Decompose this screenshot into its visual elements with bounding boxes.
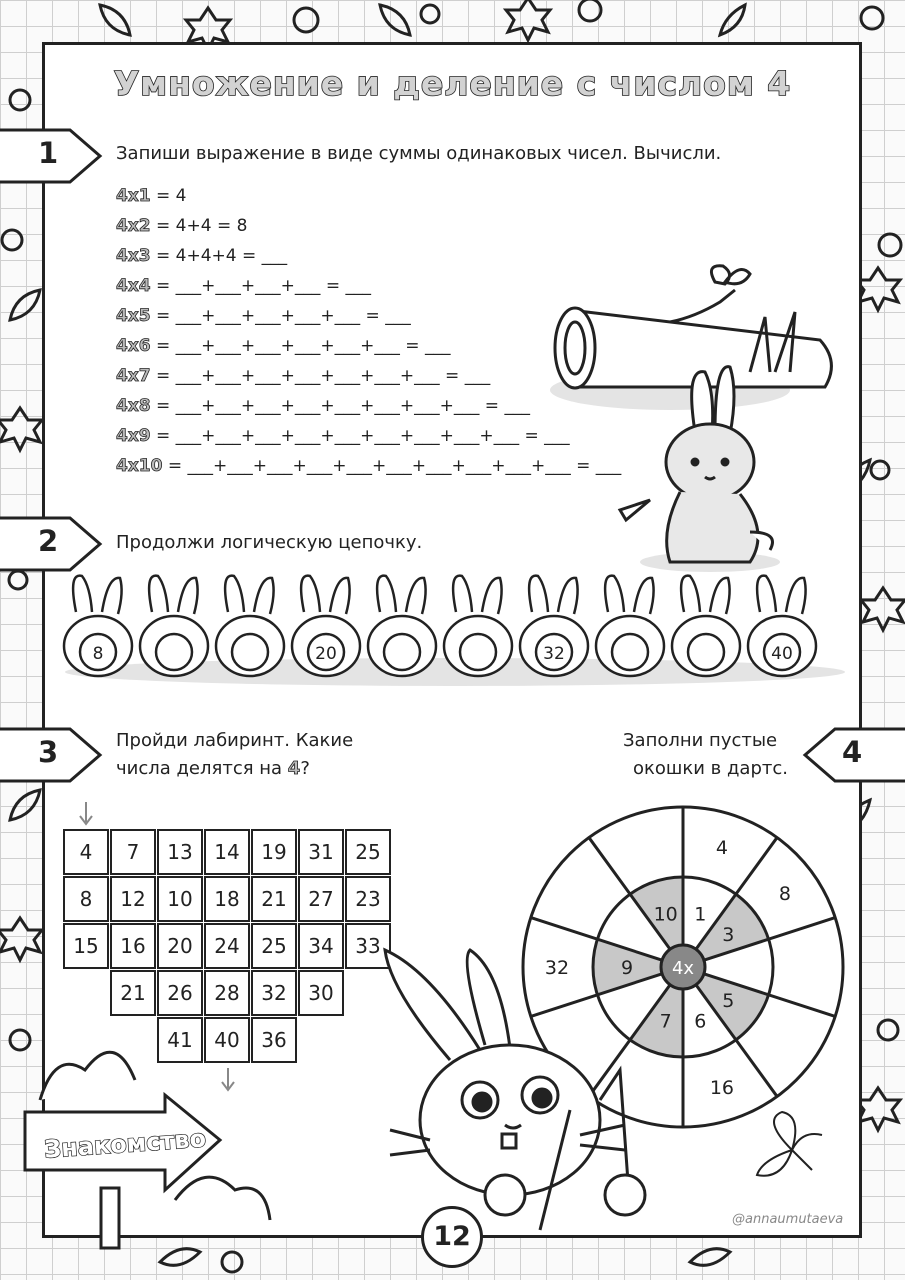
- task-2-instruction: Продолжи логическую цепочку.: [116, 532, 423, 553]
- task-3-number: 3: [38, 735, 59, 769]
- maze-cell[interactable]: 32: [251, 970, 297, 1016]
- equation-expression: 4x4: [116, 276, 151, 296]
- chain-bunny[interactable]: [216, 576, 284, 676]
- darts-outer-number: 32: [544, 957, 570, 979]
- chain-number: 8: [92, 644, 104, 664]
- darts-outer-number: 8: [778, 882, 791, 905]
- darts-inner-number: 10: [653, 903, 678, 926]
- darts-inner-number: 1: [694, 903, 707, 926]
- chain-number-circle: [232, 634, 268, 670]
- equation-sum: = ___+___+___+___+___+___+___+___+___ = ___: [150, 426, 570, 446]
- task-1-instruction: Запиши выражение в виде суммы одинаковых чисел. Вычисли.: [116, 143, 722, 164]
- equation-sum: = 4+4+4 = ___: [150, 246, 288, 266]
- signpost-label: Знакомство: [43, 1124, 207, 1164]
- darts-inner-number: 6: [694, 1010, 707, 1033]
- equation-row[interactable]: [116, 423, 570, 449]
- maze-cell[interactable]: 18: [204, 876, 250, 922]
- maze-cell[interactable]: 21: [251, 876, 297, 922]
- maze-cell[interactable]: 24: [204, 923, 250, 969]
- task-2-number: 2: [38, 524, 59, 558]
- equation-row[interactable]: [116, 363, 490, 389]
- maze-cell[interactable]: 26: [157, 970, 203, 1016]
- chain-number: 32: [543, 644, 565, 664]
- chain-number-circle: [156, 634, 192, 670]
- chain-bunny[interactable]: [520, 576, 588, 676]
- maze-cell[interactable]: 13: [157, 829, 203, 875]
- chain-bunny[interactable]: [596, 576, 664, 676]
- chain-bunny[interactable]: [672, 576, 740, 676]
- page-title: Умножение и деление с числом 4: [113, 64, 792, 103]
- chain-bunny[interactable]: [64, 576, 132, 676]
- maze-cell[interactable]: 36: [251, 1017, 297, 1063]
- chain-bunny[interactable]: [748, 576, 816, 676]
- maze-cell[interactable]: 28: [204, 970, 250, 1016]
- bunny-chain-illustration: [60, 572, 850, 692]
- equation-row[interactable]: [116, 303, 411, 329]
- equation-row[interactable]: [116, 213, 247, 239]
- equation-expression: 4x5: [116, 306, 151, 326]
- maze-cell[interactable]: 31: [298, 829, 344, 875]
- equation-expression: 4x7: [116, 366, 151, 386]
- equation-sum: = 4+4 = 8: [150, 216, 248, 236]
- darts-inner-number: 3: [722, 924, 735, 947]
- equation-sum: = 4: [150, 186, 187, 206]
- chain-number: 20: [315, 644, 337, 664]
- chain-number-circle: [384, 634, 420, 670]
- maze-cell[interactable]: 21: [110, 970, 156, 1016]
- maze-cell[interactable]: 34: [298, 923, 344, 969]
- maze-cell[interactable]: 19: [251, 829, 297, 875]
- task-3-highlight: 4: [287, 758, 301, 779]
- chain-bunny[interactable]: [444, 576, 512, 676]
- watermark: @annaumutaeva: [732, 1212, 844, 1227]
- equation-row[interactable]: [116, 243, 287, 269]
- task-4-instruction-line1: Заполни пустые: [623, 730, 778, 751]
- butterfly-icon: [752, 1110, 832, 1190]
- maze-cell[interactable]: 25: [345, 829, 391, 875]
- maze-cell[interactable]: 12: [110, 876, 156, 922]
- task-4-number: 4: [842, 735, 863, 769]
- maze-cell[interactable]: 20: [157, 923, 203, 969]
- bunny-log-illustration: [520, 262, 840, 582]
- task-3-instruction-line2: числа делятся на 4?: [116, 758, 310, 779]
- equation-row[interactable]: [116, 333, 450, 359]
- maze-cell[interactable]: 25: [251, 923, 297, 969]
- darts-outer-number: 16: [709, 1076, 735, 1099]
- equation-sum: = ___+___+___+___+___+___+___+___ = ___: [150, 396, 530, 416]
- chain-number: 40: [771, 644, 793, 664]
- darts-outer-number: 4: [715, 837, 728, 860]
- task-1-number: 1: [38, 136, 59, 170]
- chain-number-circle: [460, 634, 496, 670]
- maze-cell[interactable]: 33: [345, 923, 391, 969]
- maze-cell[interactable]: 4: [63, 829, 109, 875]
- chain-number-circle: [688, 634, 724, 670]
- equation-expression: 4x3: [116, 246, 151, 266]
- equation-sum: = ___+___+___+___+___+___+___+___+___+___ = ___: [162, 456, 622, 476]
- maze-cell[interactable]: 23: [345, 876, 391, 922]
- equation-row[interactable]: [116, 273, 371, 299]
- chain-bunny[interactable]: [368, 576, 436, 676]
- bunny-slingshot-illustration: [370, 940, 650, 1240]
- equation-expression: 4x9: [116, 426, 151, 446]
- page-number: 12: [421, 1206, 483, 1268]
- equation-expression: 4x2: [116, 216, 151, 236]
- maze-cell[interactable]: 10: [157, 876, 203, 922]
- equation-sum: = ___+___+___+___+___+___+___ = ___: [150, 366, 491, 386]
- darts-center-label: 4x: [671, 958, 695, 979]
- equation-sum: = ___+___+___+___+___+___ = ___: [150, 336, 451, 356]
- darts-inner-number: 9: [620, 957, 634, 979]
- maze-start-arrow-icon: [76, 800, 96, 830]
- maze-cell[interactable]: 7: [110, 829, 156, 875]
- equation-sum: = ___+___+___+___ = ___: [150, 276, 371, 296]
- task-4-instruction-line2: окошки в дартс.: [633, 758, 788, 779]
- maze-cell[interactable]: 8: [63, 876, 109, 922]
- maze-cell[interactable]: 40: [204, 1017, 250, 1063]
- equation-expression: 4x6: [116, 336, 151, 356]
- chain-number-circle: [612, 634, 648, 670]
- equation-expression: 4x10: [116, 456, 163, 476]
- darts-inner-number: 7: [659, 1010, 672, 1033]
- darts-inner-number: 5: [722, 989, 735, 1012]
- equation-row[interactable]: [116, 393, 530, 419]
- maze-cell[interactable]: 27: [298, 876, 344, 922]
- maze-cell[interactable]: 30: [298, 970, 344, 1016]
- chain-bunny[interactable]: [140, 576, 208, 676]
- maze-cell[interactable]: 14: [204, 829, 250, 875]
- maze-cell[interactable]: 15: [63, 923, 109, 969]
- task-3-instruction-line1: Пройди лабиринт. Какие: [116, 730, 354, 751]
- equation-expression: 4x1: [116, 186, 151, 206]
- equation-expression: 4x8: [116, 396, 151, 416]
- equation-sum: = ___+___+___+___+___ = ___: [150, 306, 411, 326]
- equation-row[interactable]: [116, 183, 187, 209]
- maze-cell[interactable]: 41: [157, 1017, 203, 1063]
- maze-cell[interactable]: 16: [110, 923, 156, 969]
- chain-bunny[interactable]: [292, 576, 360, 676]
